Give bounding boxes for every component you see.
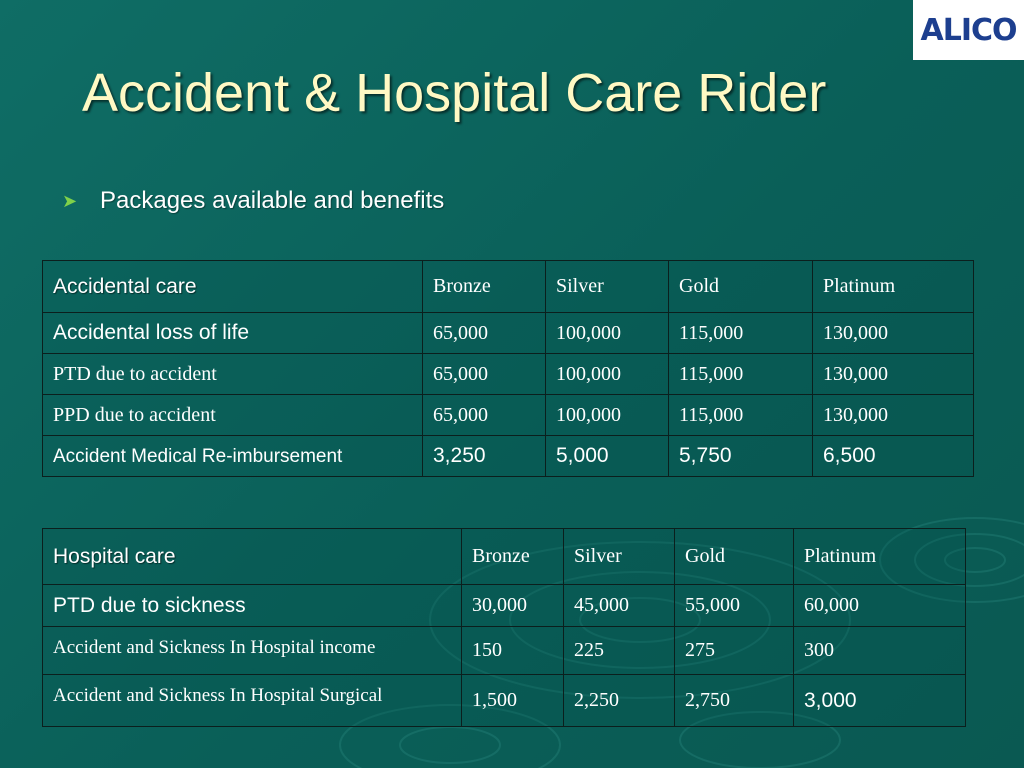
- table-header-cell: Gold: [675, 529, 794, 585]
- table-cell: Accident Medical Re-imbursement: [43, 436, 423, 477]
- table-cell: 115,000: [669, 313, 813, 354]
- table-cell: 3,250: [423, 436, 546, 477]
- table-cell: 115,000: [669, 395, 813, 436]
- table-cell: PTD due to sickness: [43, 585, 462, 627]
- arrow-bullet-icon: ➤: [62, 190, 78, 211]
- table-cell: 5,750: [669, 436, 813, 477]
- table-cell: 130,000: [813, 313, 974, 354]
- table-cell: 60,000: [794, 585, 966, 627]
- table-cell: 100,000: [546, 354, 669, 395]
- table-row: [43, 395, 974, 436]
- table-cell: Accident and Sickness In Hospital income: [43, 627, 462, 675]
- table-cell: 300: [794, 627, 966, 675]
- table-cell: PPD due to accident: [43, 395, 423, 436]
- table-cell: Accident and Sickness In Hospital Surgical: [43, 675, 462, 727]
- table-cell: 150: [462, 627, 564, 675]
- table-row: [43, 627, 966, 675]
- table-cell: PTD due to accident: [43, 354, 423, 395]
- table-cell: 225: [564, 627, 675, 675]
- table-header-row: [43, 261, 974, 313]
- table-header-cell: Bronze: [423, 261, 546, 313]
- table-cell: 30,000: [462, 585, 564, 627]
- table-header-cell: Platinum: [794, 529, 966, 585]
- table-cell: 100,000: [546, 313, 669, 354]
- slide-title: Accident & Hospital Care Rider: [82, 63, 827, 123]
- table-cell: 130,000: [813, 395, 974, 436]
- table-cell: 2,750: [675, 675, 794, 727]
- table-cell: Accidental loss of life: [43, 313, 423, 354]
- table-cell: 275: [675, 627, 794, 675]
- table-header-cell: Gold: [669, 261, 813, 313]
- accidental-care-table: [42, 260, 974, 477]
- table-cell: 100,000: [546, 395, 669, 436]
- table-row: [43, 585, 966, 627]
- table-header-cell: Platinum: [813, 261, 974, 313]
- table-row: [43, 675, 966, 727]
- table-row: [43, 313, 974, 354]
- table-header-cell: Silver: [564, 529, 675, 585]
- table-cell: 65,000: [423, 313, 546, 354]
- table-header-row: [43, 529, 966, 585]
- table-cell: 45,000: [564, 585, 675, 627]
- hospital-care-table: [42, 528, 966, 727]
- table-row: [43, 436, 974, 477]
- table-cell: 130,000: [813, 354, 974, 395]
- company-logo: [913, 0, 1024, 60]
- table-cell: 3,000: [794, 675, 966, 727]
- table-cell: 115,000: [669, 354, 813, 395]
- table-cell: 65,000: [423, 395, 546, 436]
- table-row: [43, 354, 974, 395]
- table-cell: 1,500: [462, 675, 564, 727]
- table-header-cell: Hospital care: [43, 529, 462, 585]
- table-cell: 65,000: [423, 354, 546, 395]
- table-cell: 2,250: [564, 675, 675, 727]
- bullet-text: Packages available and benefits: [100, 187, 445, 214]
- logo-text: ALICO: [920, 12, 1017, 48]
- table-header-cell: Accidental care: [43, 261, 423, 313]
- bullet-item: [62, 187, 444, 215]
- table-cell: 5,000: [546, 436, 669, 477]
- table-cell: 55,000: [675, 585, 794, 627]
- table-header-cell: Bronze: [462, 529, 564, 585]
- table-cell: 6,500: [813, 436, 974, 477]
- table-header-cell: Silver: [546, 261, 669, 313]
